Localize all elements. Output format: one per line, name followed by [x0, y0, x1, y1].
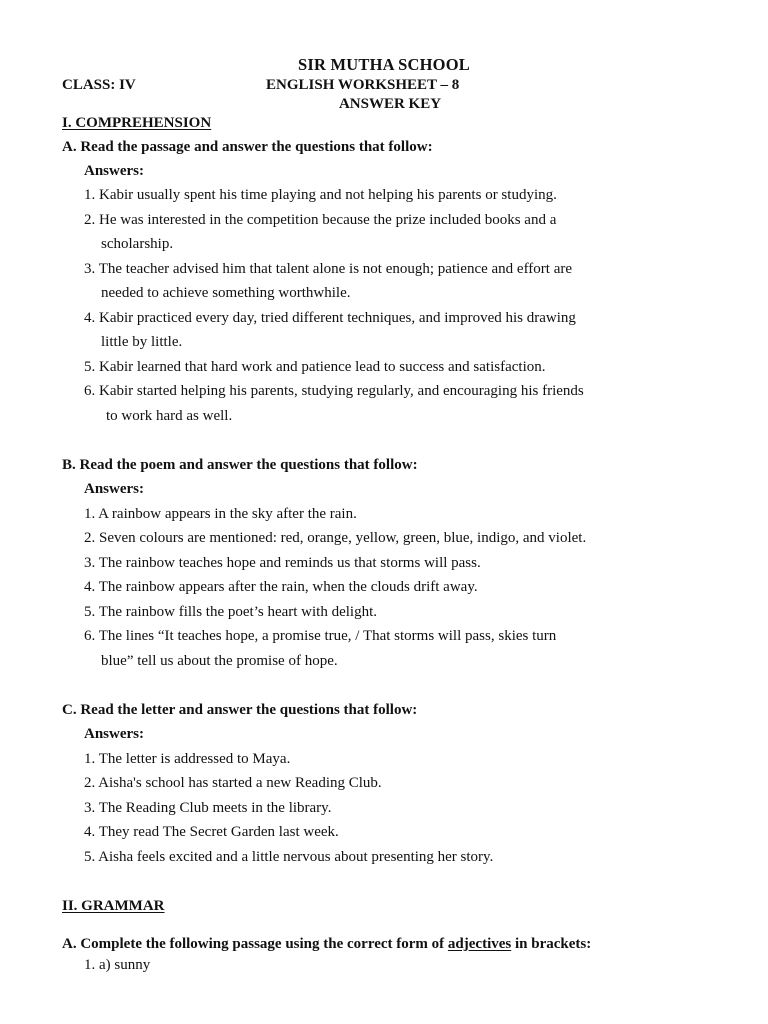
answer-line: 2. Seven colours are mentioned: red, orange, yellow, green, blue, indigo, and violet. [84, 530, 587, 546]
answer-line-continued: to work hard as well. [106, 408, 233, 424]
comprehension-a-answers-label: Answers: [84, 163, 144, 179]
answer-line: 1. A rainbow appears in the sky after the rain. [84, 506, 357, 522]
class-label: CLASS: IV [62, 77, 136, 93]
answer-line: 5. The rainbow fills the poet’s heart with delight. [84, 604, 377, 620]
answer-line: 1. Kabir usually spent his time playing and not helping his parents or studying. [84, 187, 557, 203]
answer-line-continued: blue” tell us about the promise of hope. [101, 653, 338, 669]
grammar-a-instruction-text: A. Complete the following passage using the correct form of [62, 936, 448, 952]
comprehension-a-instruction: A. Read the passage and answer the questions that follow: [62, 139, 433, 155]
section-heading-comprehension: I. COMPREHENSION [62, 115, 212, 131]
school-title: SIR MUTHA SCHOOL [298, 55, 470, 74]
grammar-a-instruction-tail: in brackets: [511, 936, 592, 952]
answer-line: 3. The Reading Club meets in the library. [84, 800, 332, 816]
answer-line: 1. The letter is addressed to Maya. [84, 751, 291, 767]
answer-line: 4. The rainbow appears after the rain, when the clouds drift away. [84, 579, 478, 595]
answer-line: 4. They read The Secret Garden last week. [84, 824, 339, 840]
answer-line: 6. The lines “It teaches hope, a promise true, / That storms will pass, skies turn [84, 628, 557, 644]
answer-line: 6. Kabir started helping his parents, studying regularly, and encouraging his friends [84, 383, 584, 399]
answer-line: 3. The teacher advised him that talent alone is not enough; patience and effort are [84, 261, 573, 277]
answer-line-continued: needed to achieve something worthwhile. [101, 285, 351, 301]
grammar-a-instruction [62, 936, 591, 953]
comprehension-c-answers-label: Answers: [84, 726, 144, 742]
answer-line: 5. Aisha feels excited and a little nervous about presenting her story. [84, 849, 494, 865]
answer-line: 2. He was interested in the competition because the prize included books and a [84, 212, 557, 228]
answer-line: 3. The rainbow teaches hope and reminds us that storms will pass. [84, 555, 481, 571]
worksheet-title: ENGLISH WORKSHEET – 8 [266, 77, 460, 93]
comprehension-b-instruction: B. Read the poem and answer the questions that follow: [62, 457, 418, 473]
section-heading-grammar: II. GRAMMAR [62, 898, 165, 914]
grammar-a-instruction-keyword: adjectives [447, 936, 512, 952]
answer-line: 5. Kabir learned that hard work and patience lead to success and satisfaction. [84, 359, 546, 375]
answer-line: 4. Kabir practiced every day, tried different techniques, and improved his drawing [84, 310, 576, 326]
comprehension-b-answers-label: Answers: [84, 481, 144, 497]
answer-line-continued: scholarship. [101, 236, 174, 252]
comprehension-c-instruction: C. Read the letter and answer the questions that follow: [62, 702, 418, 718]
answer-line: 1. a) sunny [84, 957, 151, 973]
answer-key-subtitle: ANSWER KEY [338, 96, 442, 112]
answer-line-continued: little by little. [101, 334, 183, 350]
answer-line: 2. Aisha's school has started a new Reading Club. [84, 775, 382, 791]
